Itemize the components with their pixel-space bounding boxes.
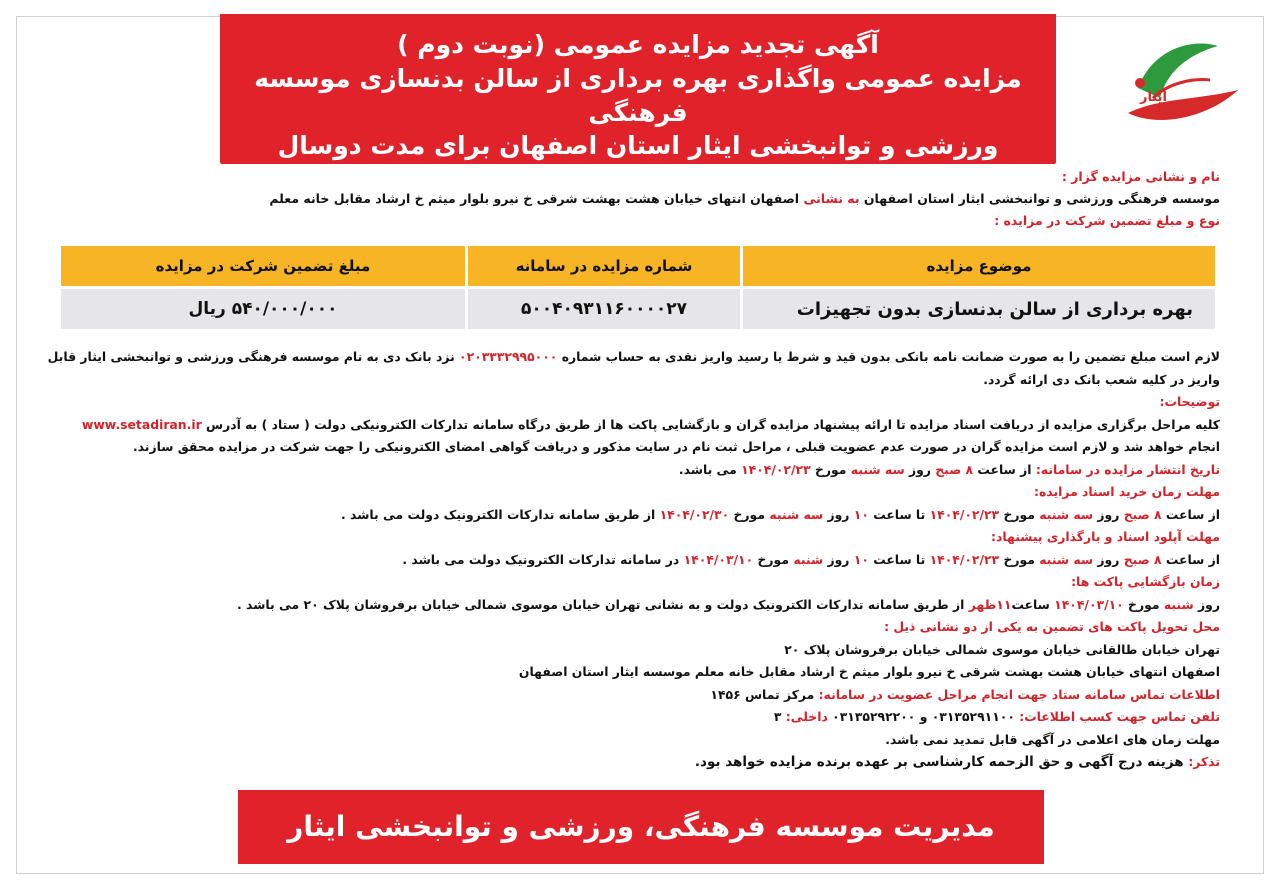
publish-t4: می باشد.	[678, 461, 742, 477]
purchase-t1: از ساعت	[1161, 506, 1220, 522]
guarantee-text-a: لازم است مبلغ تضمین را به صورت ضمانت نامه بانکی بدون قید و شرط یا رسید واریز نقدی به حساب شماره	[557, 349, 1220, 364]
organizer-text	[40, 188, 1220, 210]
purchase-date1: ۱۴۰۴/۰۲/۲۳	[929, 506, 1000, 522]
setad-url-link[interactable]: www.setadiran.ir	[81, 416, 202, 432]
notes-line-2: انجام خواهد شد و لازم است مزایده گران در صورت عدم عضویت قبلی ، مراحل ثبت نام در سایت مذکور و دریافت گواهی امضای الکترونیکی را جهت شرکت در مزایده محقق سازند.	[132, 439, 1220, 454]
organizer-address-label: به نشانی	[803, 191, 860, 206]
opening-label: زمان بازگشایی پاکت ها:	[1071, 574, 1220, 589]
opening-t3: ساعت	[1011, 596, 1055, 612]
header-banner	[220, 14, 1056, 164]
upload-line	[40, 549, 1220, 572]
purchase-date2: ۱۴۰۴/۰۲/۳۰	[659, 506, 730, 522]
deadline-note: مهلت زمان های اعلامی در آگهی قابل تمدید نمی باشد.	[885, 731, 1220, 747]
upload-t5: روز	[823, 551, 854, 567]
upload-date2: ۱۴۰۴/۰۳/۱۰	[683, 551, 754, 567]
publish-t3: مورخ	[810, 461, 851, 477]
table-cell-subject: بهره برداری از سالن بدنسازی بدون تجهیزات	[743, 289, 1215, 329]
purchase-day1: سه شنبه	[1039, 506, 1094, 522]
upload-hour2: ۱۰	[853, 551, 869, 567]
opening-date: ۱۴۰۴/۰۳/۱۰	[1054, 596, 1124, 612]
footer-banner: مدیریت موسسه فرهنگی، ورزشی و توانبخشی ایثار	[238, 790, 1044, 864]
phones-label: تلفن تماس جهت کسب اطلاعات:	[1019, 709, 1220, 724]
upload-day1: سه شنبه	[1039, 551, 1094, 567]
purchase-t2: روز	[1093, 506, 1124, 522]
publish-hour: ۸ صبح	[935, 461, 974, 477]
purchase-t5: روز	[823, 506, 854, 522]
table-header-subject: موضوع مزایده	[743, 246, 1215, 286]
organizer-text-a: موسسه فرهنگی ورزشی و توانبخشی ایثار استان اصفهان	[859, 191, 1220, 206]
upload-day2: شنبه	[793, 551, 824, 567]
delivery-address-2: اصفهان انتهای خیابان هشت بهشت شرقی خ نیرو بلوار میثم خ ارشاد مقابل خانه معلم موسسه ایثار استان اصفهان	[518, 664, 1220, 679]
publish-day: سه شنبه	[850, 461, 905, 477]
purchase-day2: سه شنبه	[769, 506, 824, 522]
opening-line	[40, 594, 1220, 617]
table-header-guarantee: مبلغ تضمین شرکت در مزایده	[61, 246, 465, 286]
organizer-label: نام و نشانی مزایده گزار :	[1061, 169, 1220, 184]
isar-logo-icon	[1098, 28, 1248, 138]
purchase-t7: از طریق سامانه تدارکات الکترونیک دولت می باشد .	[341, 506, 660, 522]
notes-text-a: کلیه مراحل برگزاری مزایده از دریافت اسناد مزایده تا ارائه پیشنهاد مزایده گران و بازگشایی پاکت ها از طریق درگاه سامانه تدارکات الکترونیکی دولت ( ستاد ) به آدرس	[201, 416, 1220, 432]
guarantee-text-b: نزد بانک دی به نام موسسه فرهنگی ورزشی و توانبخشی ایثار قابل	[47, 349, 460, 364]
auction-table	[58, 243, 1218, 332]
publish-label: تاریخ انتشار مزایده در سامانه:	[1035, 461, 1220, 477]
purchase-label: مهلت زمان خرید اسناد مزایده:	[1034, 484, 1220, 499]
opening-t4: از طریق سامانه تدارکات الکترونیک دولت و به نشانی تهران خیابان موسوی شمالی خیابان برفروشان پلاک ۲۰ می باشد .	[237, 596, 969, 612]
setad-contact-text: مرکز تماس ۱۴۵۶	[710, 686, 819, 702]
body-text	[40, 346, 1220, 774]
purchase-hour2: ۱۰	[853, 506, 869, 522]
upload-t2: روز	[1093, 551, 1124, 567]
opening-t1: روز	[1193, 596, 1220, 612]
reminder-line	[40, 751, 1220, 774]
upload-label: مهلت آپلود اسناد و بارگذاری پیشنهاد:	[991, 529, 1220, 544]
setad-contact-label: اطلاعات تماس سامانه ستاد جهت انجام مراحل عضویت در سامانه:	[818, 686, 1220, 702]
phones-text: ۰۳۱۳۵۲۹۱۱۰۰ و ۰۳۱۳۵۲۹۲۲۰۰	[827, 709, 1020, 724]
table-header-number: شماره مزایده در سامانه	[468, 246, 740, 286]
delivery-label: محل تحویل پاکت های تضمین به یکی از دو نشانی ذیل :	[884, 619, 1220, 634]
header-line-1: آگهی تجدید مزایده عمومی (نوبت دوم )	[397, 30, 879, 59]
upload-t3: مورخ	[999, 551, 1040, 567]
table-cell-guarantee: ۵۴۰/۰۰۰/۰۰۰ ریال	[61, 289, 465, 329]
notes-label: توضیحات:	[1159, 394, 1220, 409]
logo-text: ایثار	[1140, 90, 1168, 105]
delivery-address-1: تهران خیابان طالقانی خیابان موسوی شمالی خیابان برفروشان پلاک ۲۰	[784, 641, 1220, 657]
purchase-t3: مورخ	[999, 506, 1040, 522]
upload-t4: تا ساعت	[868, 551, 930, 567]
phones-ext-label: داخلی:	[785, 709, 828, 724]
phones-ext: ۳	[773, 709, 786, 724]
header-line-3: ورزشی و توانبخشی ایثار استان اصفهان برای مدت دوسال	[277, 131, 999, 161]
upload-t7: در سامانه تدارکات الکترونیک دولت می باشد .	[402, 551, 684, 567]
publish-t2: روز	[904, 461, 936, 477]
publish-line	[40, 459, 1220, 482]
table-cell-number: ۵۰۰۴۰۹۳۱۱۶۰۰۰۰۲۷	[468, 289, 740, 329]
table-header-row	[61, 246, 1215, 286]
opening-t2: مورخ	[1123, 596, 1164, 612]
phones-line	[40, 706, 1220, 729]
opening-day: شنبه	[1163, 596, 1194, 612]
publish-t1: از ساعت	[973, 461, 1036, 477]
organizer-section	[40, 166, 1220, 232]
purchase-t4: تا ساعت	[868, 506, 930, 522]
purchase-t6: مورخ	[729, 506, 770, 522]
guarantee-text	[40, 346, 1220, 369]
reminder-text: هزینه درج آگهی و حق الزحمه کارشناسی بر عهده برنده مزایده خواهد بود.	[694, 754, 1189, 770]
table-row	[61, 289, 1215, 329]
purchase-line	[40, 504, 1220, 527]
organizer-text-b: اصفهان انتهای خیابان هشت بهشت شرقی خ نیرو بلوار میثم خ ارشاد مقابل خانه معلم	[269, 191, 804, 206]
type-label: نوع و مبلغ تضمین شرکت در مزایده :	[994, 213, 1220, 228]
header-line-2: مزایده عمومی واگذاری بهره برداری از سالن بدنسازی موسسه فرهنگی	[254, 63, 1022, 127]
purchase-hour1: ۸ صبح	[1123, 506, 1162, 522]
opening-hour: ۱۱ظهر	[968, 596, 1012, 612]
guarantee-line-2: واریز در کلیه شعب بانک دی ارائه گردد.	[983, 371, 1220, 387]
publish-date: ۱۴۰۴/۰۲/۲۳	[741, 461, 811, 477]
upload-t6: مورخ	[753, 551, 794, 567]
setad-contact-line	[40, 684, 1220, 707]
notes-text	[40, 414, 1220, 437]
account-number: ۰۲۰۳۳۳۲۹۹۵۰۰۰	[459, 349, 558, 364]
upload-t1: از ساعت	[1161, 551, 1220, 567]
upload-date1: ۱۴۰۴/۰۲/۲۳	[929, 551, 1000, 567]
reminder-label: تذکر:	[1188, 754, 1220, 769]
upload-hour1: ۸ صبح	[1123, 551, 1162, 567]
